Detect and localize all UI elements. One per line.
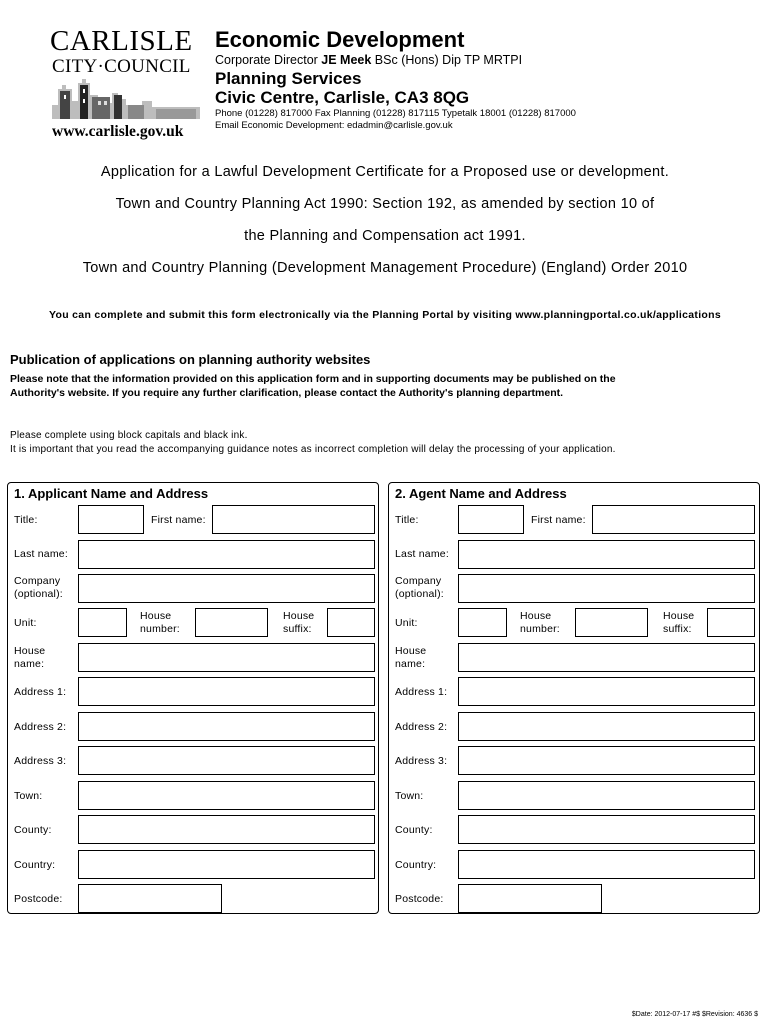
agent-postcode-label: Postcode: (395, 893, 444, 905)
applicant-company-input[interactable] (78, 574, 375, 603)
applicant-section (7, 482, 379, 914)
applicant-address1-label: Address 1: (14, 686, 67, 698)
services-title: Planning Services (215, 69, 362, 88)
applicant-house-suffix-label: House suffix: (283, 610, 315, 635)
applicant-country-label: Country: (14, 859, 56, 871)
planning-portal-note: You can complete and submit this form electronically via the Planning Portal by visiting www.planningportal.co.uk/applications (49, 309, 721, 321)
logo-council-text: CITY·COUNCIL (52, 56, 191, 77)
agent-address1-label: Address 1: (395, 686, 448, 698)
applicant-house-name-label: House name: (14, 645, 46, 670)
applicant-address1-input[interactable] (78, 677, 375, 706)
applicant-last-name-input[interactable] (78, 540, 375, 569)
applicant-last-name-label: Last name: (14, 548, 68, 560)
agent-address2-label: Address 2: (395, 721, 448, 733)
agent-country-label: Country: (395, 859, 437, 871)
corporate-director: Corporate Director JE Meek BSc (Hons) Dip TP MRTPI (215, 53, 523, 67)
agent-county-input[interactable] (458, 815, 755, 844)
agent-address3-label: Address 3: (395, 755, 448, 767)
applicant-first-name-input[interactable] (212, 505, 375, 534)
agent-country-input[interactable] (458, 850, 755, 879)
applicant-unit-label: Unit: (14, 617, 37, 629)
agent-title-label: Title: (395, 514, 419, 526)
agent-address3-input[interactable] (458, 746, 755, 775)
agent-last-name-input[interactable] (458, 540, 755, 569)
publication-heading: Publication of applications on planning authority websites (10, 352, 371, 367)
applicant-town-label: Town: (14, 790, 43, 802)
applicant-address3-label: Address 3: (14, 755, 67, 767)
agent-unit-input[interactable] (458, 608, 507, 637)
applicant-house-suffix-input[interactable] (327, 608, 375, 637)
council-logo (50, 25, 200, 145)
agent-house-number-label: House number: (520, 610, 560, 635)
form-title: Application for a Lawful Development Certificate for a Proposed use or development. (100, 164, 670, 180)
agent-address2-input[interactable] (458, 712, 755, 741)
email-line: Email Economic Development: edadmin@carlisle.gov.uk (215, 120, 453, 131)
applicant-postcode-label: Postcode: (14, 893, 63, 905)
revision-footer: $Date: 2012-07-17 #$ $Revision: 4636 $ (631, 1011, 758, 1018)
applicant-house-number-input[interactable] (195, 608, 268, 637)
agent-house-suffix-label: House suffix: (663, 610, 695, 635)
agent-heading: 2. Agent Name and Address (395, 486, 567, 501)
applicant-postcode-input[interactable] (78, 884, 222, 913)
agent-title-input[interactable] (458, 505, 524, 534)
agent-town-label: Town: (395, 790, 424, 802)
office-address: Civic Centre, Carlisle, CA3 8QG (215, 88, 470, 107)
agent-section (388, 482, 760, 914)
department-title: Economic Development (215, 27, 465, 52)
applicant-title-label: Title: (14, 514, 38, 526)
applicant-house-number-label: House number: (140, 610, 180, 635)
order-line: Town and Country Planning (Development Management Procedure) (England) Order 2010 (82, 260, 688, 276)
applicant-county-input[interactable] (78, 815, 375, 844)
instruction-line-1: Please complete using block capitals and black ink. (10, 430, 248, 441)
instruction-line-2: It is important that you read the accompanying guidance notes as incorrect completion will delay the processing of your application. (10, 444, 616, 455)
agent-postcode-input[interactable] (458, 884, 602, 913)
agent-house-number-input[interactable] (575, 608, 648, 637)
agent-unit-label: Unit: (395, 617, 418, 629)
agent-last-name-label: Last name: (395, 548, 449, 560)
applicant-address3-input[interactable] (78, 746, 375, 775)
agent-county-label: County: (395, 824, 433, 836)
agent-address1-input[interactable] (458, 677, 755, 706)
publication-text-2: Authority's website. If you require any further clarification, please contact the Authority's planning department. (10, 387, 564, 399)
agent-company-label: Company (optional): (395, 575, 444, 600)
applicant-title-input[interactable] (78, 505, 144, 534)
act-line-2: the Planning and Compensation act 1991. (244, 228, 526, 244)
applicant-unit-input[interactable] (78, 608, 127, 637)
logo-carlisle-text: CARLISLE (50, 25, 193, 57)
applicant-country-input[interactable] (78, 850, 375, 879)
logo-website: www.carlisle.gov.uk (52, 123, 184, 140)
agent-first-name-input[interactable] (592, 505, 755, 534)
agent-house-name-label: House name: (395, 645, 427, 670)
applicant-heading: 1. Applicant Name and Address (14, 486, 209, 501)
applicant-address2-input[interactable] (78, 712, 375, 741)
phone-line: Phone (01228) 817000 Fax Planning (01228) 817115 Typetalk 18001 (01228) 817000 (215, 108, 576, 119)
publication-text-1: Please note that the information provided on this application form and in supporting documents may be published on the (10, 373, 616, 385)
applicant-company-label: Company (optional): (14, 575, 63, 600)
agent-town-input[interactable] (458, 781, 755, 810)
act-line-1: Town and Country Planning Act 1990: Section 192, as amended by section 10 of (115, 196, 655, 212)
agent-first-name-label: First name: (531, 514, 586, 526)
castle-skyline-icon (52, 75, 200, 121)
applicant-address2-label: Address 2: (14, 721, 67, 733)
applicant-county-label: County: (14, 824, 52, 836)
agent-company-input[interactable] (458, 574, 755, 603)
agent-house-suffix-input[interactable] (707, 608, 755, 637)
applicant-town-input[interactable] (78, 781, 375, 810)
applicant-first-name-label: First name: (151, 514, 206, 526)
director-name: JE Meek (321, 53, 372, 67)
agent-house-name-input[interactable] (458, 643, 755, 672)
applicant-house-name-input[interactable] (78, 643, 375, 672)
